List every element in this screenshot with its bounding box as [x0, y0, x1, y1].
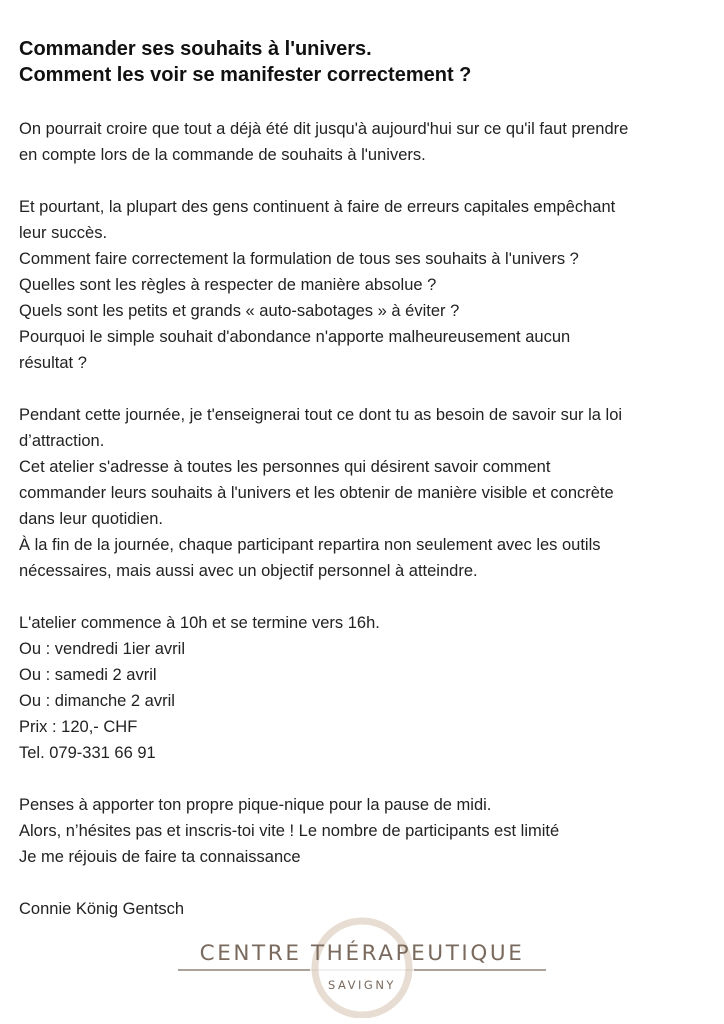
text-line: Je me réjouis de faire ta connaissance — [19, 848, 301, 866]
text-line: nécessaires, mais aussi avec un objectif personnel à atteindre. — [19, 562, 478, 580]
title-line: Comment les voir se manifester correctement ? — [19, 64, 472, 86]
text-line: dans leur quotidien. — [19, 510, 164, 528]
paragraph-questions — [19, 194, 709, 376]
text-line: Penses à apporter ton propre pique-nique pour la pause de midi. — [19, 796, 492, 814]
text-line: commander leurs souhaits à l'univers et les obtenir de manière visible et concrète — [19, 484, 614, 502]
logo-subtitle: SAVIGNY — [328, 978, 396, 992]
document-title — [19, 36, 709, 88]
schedule-date: Ou : dimanche 2 avril — [19, 692, 175, 710]
text-line: On pourrait croire que tout a déjà été dit jusqu'à aujourd'hui sur ce qu'il faut prendre — [19, 120, 629, 138]
logo-title: CENTRE THÉRAPEUTIQUE — [199, 941, 525, 966]
text-line: leur succès. — [19, 224, 108, 242]
logo-ring — [315, 921, 409, 1015]
text-line: Comment faire correctement la formulation de tous ses souhaits à l'univers ? — [19, 250, 579, 268]
text-line: Pendant cette journée, je t'enseignerai tout ce dont tu as besoin de savoir sur la loi — [19, 406, 623, 424]
document — [19, 36, 709, 948]
paragraph-description — [19, 402, 709, 584]
text-line: Quelles sont les règles à respecter de manière absolue ? — [19, 276, 437, 294]
text-line: résultat ? — [19, 354, 87, 372]
text-line: Quels sont les petits et grands « auto-sabotages » à éviter ? — [19, 302, 460, 320]
text-line: Et pourtant, la plupart des gens continuent à faire de erreurs capitales empêchant — [19, 198, 616, 216]
schedule-date: Ou : vendredi 1ier avril — [19, 640, 185, 658]
text-line: d’attraction. — [19, 432, 105, 450]
signature-name: Connie König Gentsch — [19, 900, 185, 918]
phone-number: Tel. 079-331 66 91 — [19, 744, 156, 762]
text-line: Pourquoi le simple souhait d'abondance n'apporte malheureusement aucun — [19, 328, 571, 346]
title-line: Commander ses souhaits à l'univers. — [19, 38, 372, 60]
price: Prix : 120,- CHF — [19, 718, 138, 736]
text-line: Alors, n’hésites pas et inscris-toi vite ! Le nombre de participants est limité — [19, 822, 560, 840]
schedule-time: L'atelier commence à 10h et se termine vers 16h. — [19, 614, 380, 632]
text-line: Cet atelier s'adresse à toutes les personnes qui désirent savoir comment — [19, 458, 551, 476]
centre-therapeutique-logo — [174, 912, 550, 1018]
paragraph-closing — [19, 792, 709, 870]
text-line: À la fin de la journée, chaque participant repartira non seulement avec les outils — [19, 536, 601, 554]
schedule-date: Ou : samedi 2 avril — [19, 666, 157, 684]
paragraph-schedule — [19, 610, 709, 766]
text-line: en compte lors de la commande de souhaits à l'univers. — [19, 146, 426, 164]
document-body — [19, 116, 709, 922]
paragraph-intro — [19, 116, 709, 168]
